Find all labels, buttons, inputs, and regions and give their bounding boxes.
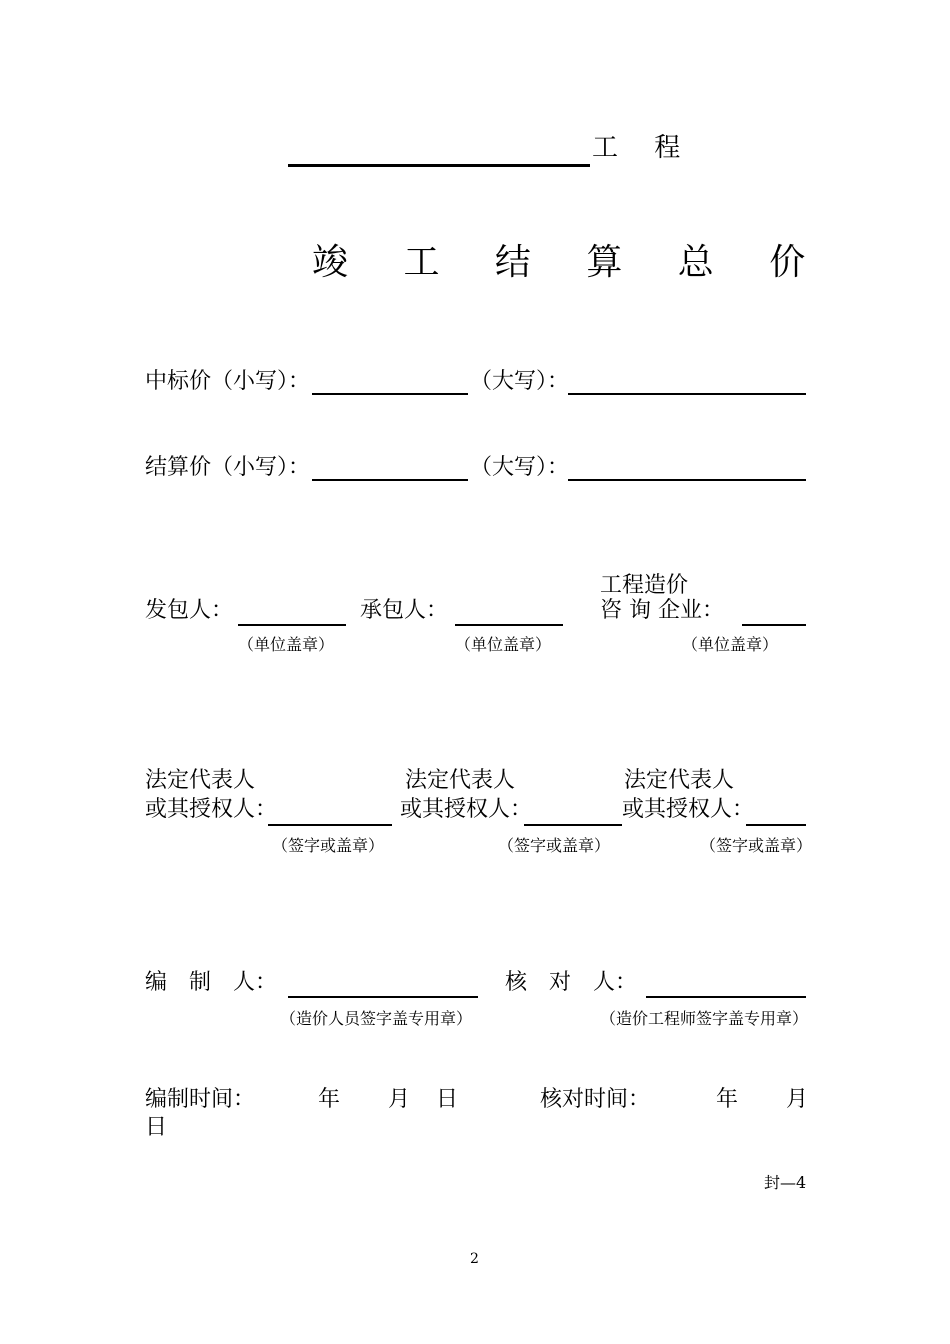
- rep3-label-line1: 法定代表人: [624, 768, 735, 793]
- check-day: 日: [145, 1115, 168, 1140]
- rep2-label-line1: 法定代表人: [405, 768, 516, 793]
- rep3-label-line2: 或其授权人：: [622, 797, 755, 822]
- consultant-label-line2: 咨 询 企业：: [600, 598, 724, 623]
- rep2-field[interactable]: [524, 824, 622, 826]
- contractor-label: 承包人：: [360, 598, 449, 623]
- rep3-field[interactable]: [746, 824, 806, 826]
- bid-price-big-label: （大写）：: [470, 369, 570, 394]
- settlement-price-big-label: （大写）：: [470, 455, 570, 480]
- issuer-label: 发包人：: [145, 598, 234, 623]
- compile-year: 年: [318, 1087, 341, 1112]
- contractor-seal-note: （单位盖章）: [455, 635, 552, 654]
- compiler-field[interactable]: [288, 996, 478, 998]
- bid-price-big-field[interactable]: [568, 393, 806, 395]
- check-year: 年: [716, 1087, 739, 1112]
- bid-price-small-field[interactable]: [312, 393, 468, 395]
- checker-field[interactable]: [646, 996, 806, 998]
- contractor-field[interactable]: [455, 624, 563, 626]
- settlement-price-small-label: 结算价（小写）：: [145, 455, 311, 480]
- checker-label: 核 对 人：: [505, 970, 638, 995]
- rep3-sign-note: （签字或盖章）: [700, 836, 813, 855]
- issuer-field[interactable]: [238, 624, 346, 626]
- rep1-field[interactable]: [268, 824, 392, 826]
- bid-price-small-label: 中标价（小写）：: [145, 369, 311, 394]
- rep1-label-line1: 法定代表人: [145, 768, 256, 793]
- rep1-sign-note: （签字或盖章）: [272, 836, 385, 855]
- page-number: 2: [470, 1251, 479, 1267]
- consultant-label-line1: 工程造价: [600, 573, 689, 598]
- compile-time-label: 编制时间：: [145, 1087, 256, 1112]
- compiler-note: （造价人员签字盖专用章）: [280, 1009, 473, 1028]
- issuer-seal-note: （单位盖章）: [238, 635, 335, 654]
- checker-note: （造价工程师签字盖专用章）: [600, 1009, 809, 1028]
- settlement-price-big-field[interactable]: [568, 479, 806, 481]
- settlement-price-small-field[interactable]: [312, 479, 468, 481]
- compiler-label: 编 制 人：: [145, 970, 278, 995]
- check-month: 月: [786, 1087, 809, 1112]
- project-name-line[interactable]: [288, 164, 590, 167]
- consultant-seal-note: （单位盖章）: [682, 635, 779, 654]
- rep2-sign-note: （签字或盖章）: [498, 836, 611, 855]
- page-title: 竣 工 结 算 总 价: [312, 242, 828, 283]
- rep1-label-line2: 或其授权人：: [145, 797, 278, 822]
- compile-month: 月: [388, 1087, 411, 1112]
- project-suffix: 工 程: [592, 133, 695, 163]
- consultant-field[interactable]: [742, 624, 806, 626]
- compile-day: 日: [436, 1087, 459, 1112]
- rep2-label-line2: 或其授权人：: [400, 797, 533, 822]
- check-time-label: 核对时间：: [540, 1087, 651, 1112]
- form-code: 封—4: [764, 1173, 807, 1192]
